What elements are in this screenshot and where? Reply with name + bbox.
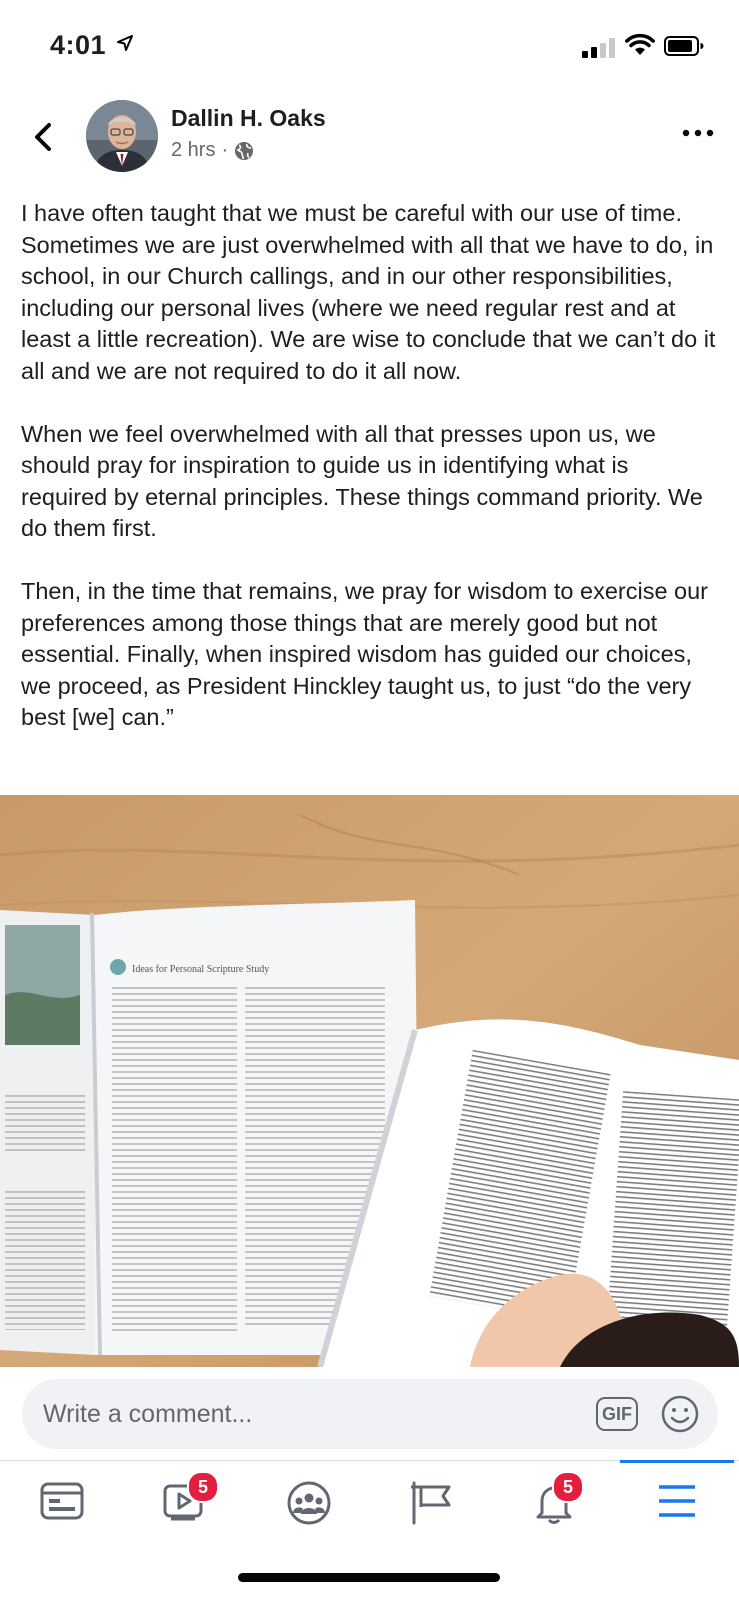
tab-pages[interactable] — [369, 1461, 492, 1541]
watch-badge: 5 — [187, 1471, 219, 1503]
post-photo[interactable] — [0, 795, 739, 1367]
tab-groups[interactable] — [246, 1461, 369, 1541]
post-time[interactable]: 2 hrs — [171, 139, 216, 161]
post-header — [0, 95, 739, 180]
post-paragraph: Then, in the time that remains, we pray for wisdom to exercise our preferences among those things that are merely good but not essential. Finally, when inspired wisdom has guided our choices, we proceed, as President Hinckley taught us, to just “do the very best [we] can.” — [21, 578, 709, 730]
post-paragraph: I have often taught that we must be careful with our use of time. Sometimes we are just overwhelmed with all that we have to do, in school, in our Church callings, and in our other responsibilities, including our personal lives (where we need regular rest and at least a little recreation). We are wise to conclude that we can’t do it all and we are not required to do it all now. — [21, 200, 716, 384]
globe-icon — [234, 141, 254, 161]
tab-news-feed[interactable] — [0, 1461, 123, 1541]
back-arrow-icon[interactable] — [28, 117, 58, 157]
tab-notifications[interactable] — [492, 1461, 615, 1541]
news-feed-icon — [40, 1481, 84, 1521]
status-bar — [0, 0, 739, 92]
book-heading: Ideas for Personal Scripture Study — [132, 964, 270, 975]
emoji-smiley-icon[interactable] — [660, 1394, 700, 1434]
author-avatar[interactable] — [86, 100, 158, 172]
more-options-icon[interactable] — [680, 123, 716, 143]
post-paragraph: When we feel overwhelmed with all that presses upon us, we should pray for inspiration to guide us in identifying what is required by eternal principles. These things command priority. We do them first. — [21, 420, 703, 541]
battery-icon — [664, 36, 704, 56]
avatar-portrait-icon — [86, 100, 158, 172]
comment-bar — [0, 1367, 739, 1460]
tab-watch[interactable] — [123, 1461, 246, 1541]
home-indicator[interactable] — [238, 1573, 500, 1582]
wifi-icon — [625, 33, 655, 57]
gif-button[interactable]: GIF — [596, 1397, 638, 1431]
status-time: 4:01 — [50, 30, 107, 60]
notifications-badge: 5 — [552, 1471, 584, 1503]
groups-icon — [286, 1481, 332, 1525]
meta-separator: · — [221, 139, 229, 161]
cellular-signal-icon — [582, 38, 616, 58]
author-name[interactable]: Dallin H. Oaks — [171, 105, 326, 131]
location-arrow-icon — [117, 35, 133, 51]
menu-icon — [655, 1481, 699, 1521]
scripture-books-illustration — [0, 795, 739, 1367]
post-meta — [171, 139, 254, 162]
tab-menu[interactable] — [615, 1461, 738, 1541]
post-text — [21, 198, 721, 765]
pages-flag-icon — [409, 1481, 453, 1525]
